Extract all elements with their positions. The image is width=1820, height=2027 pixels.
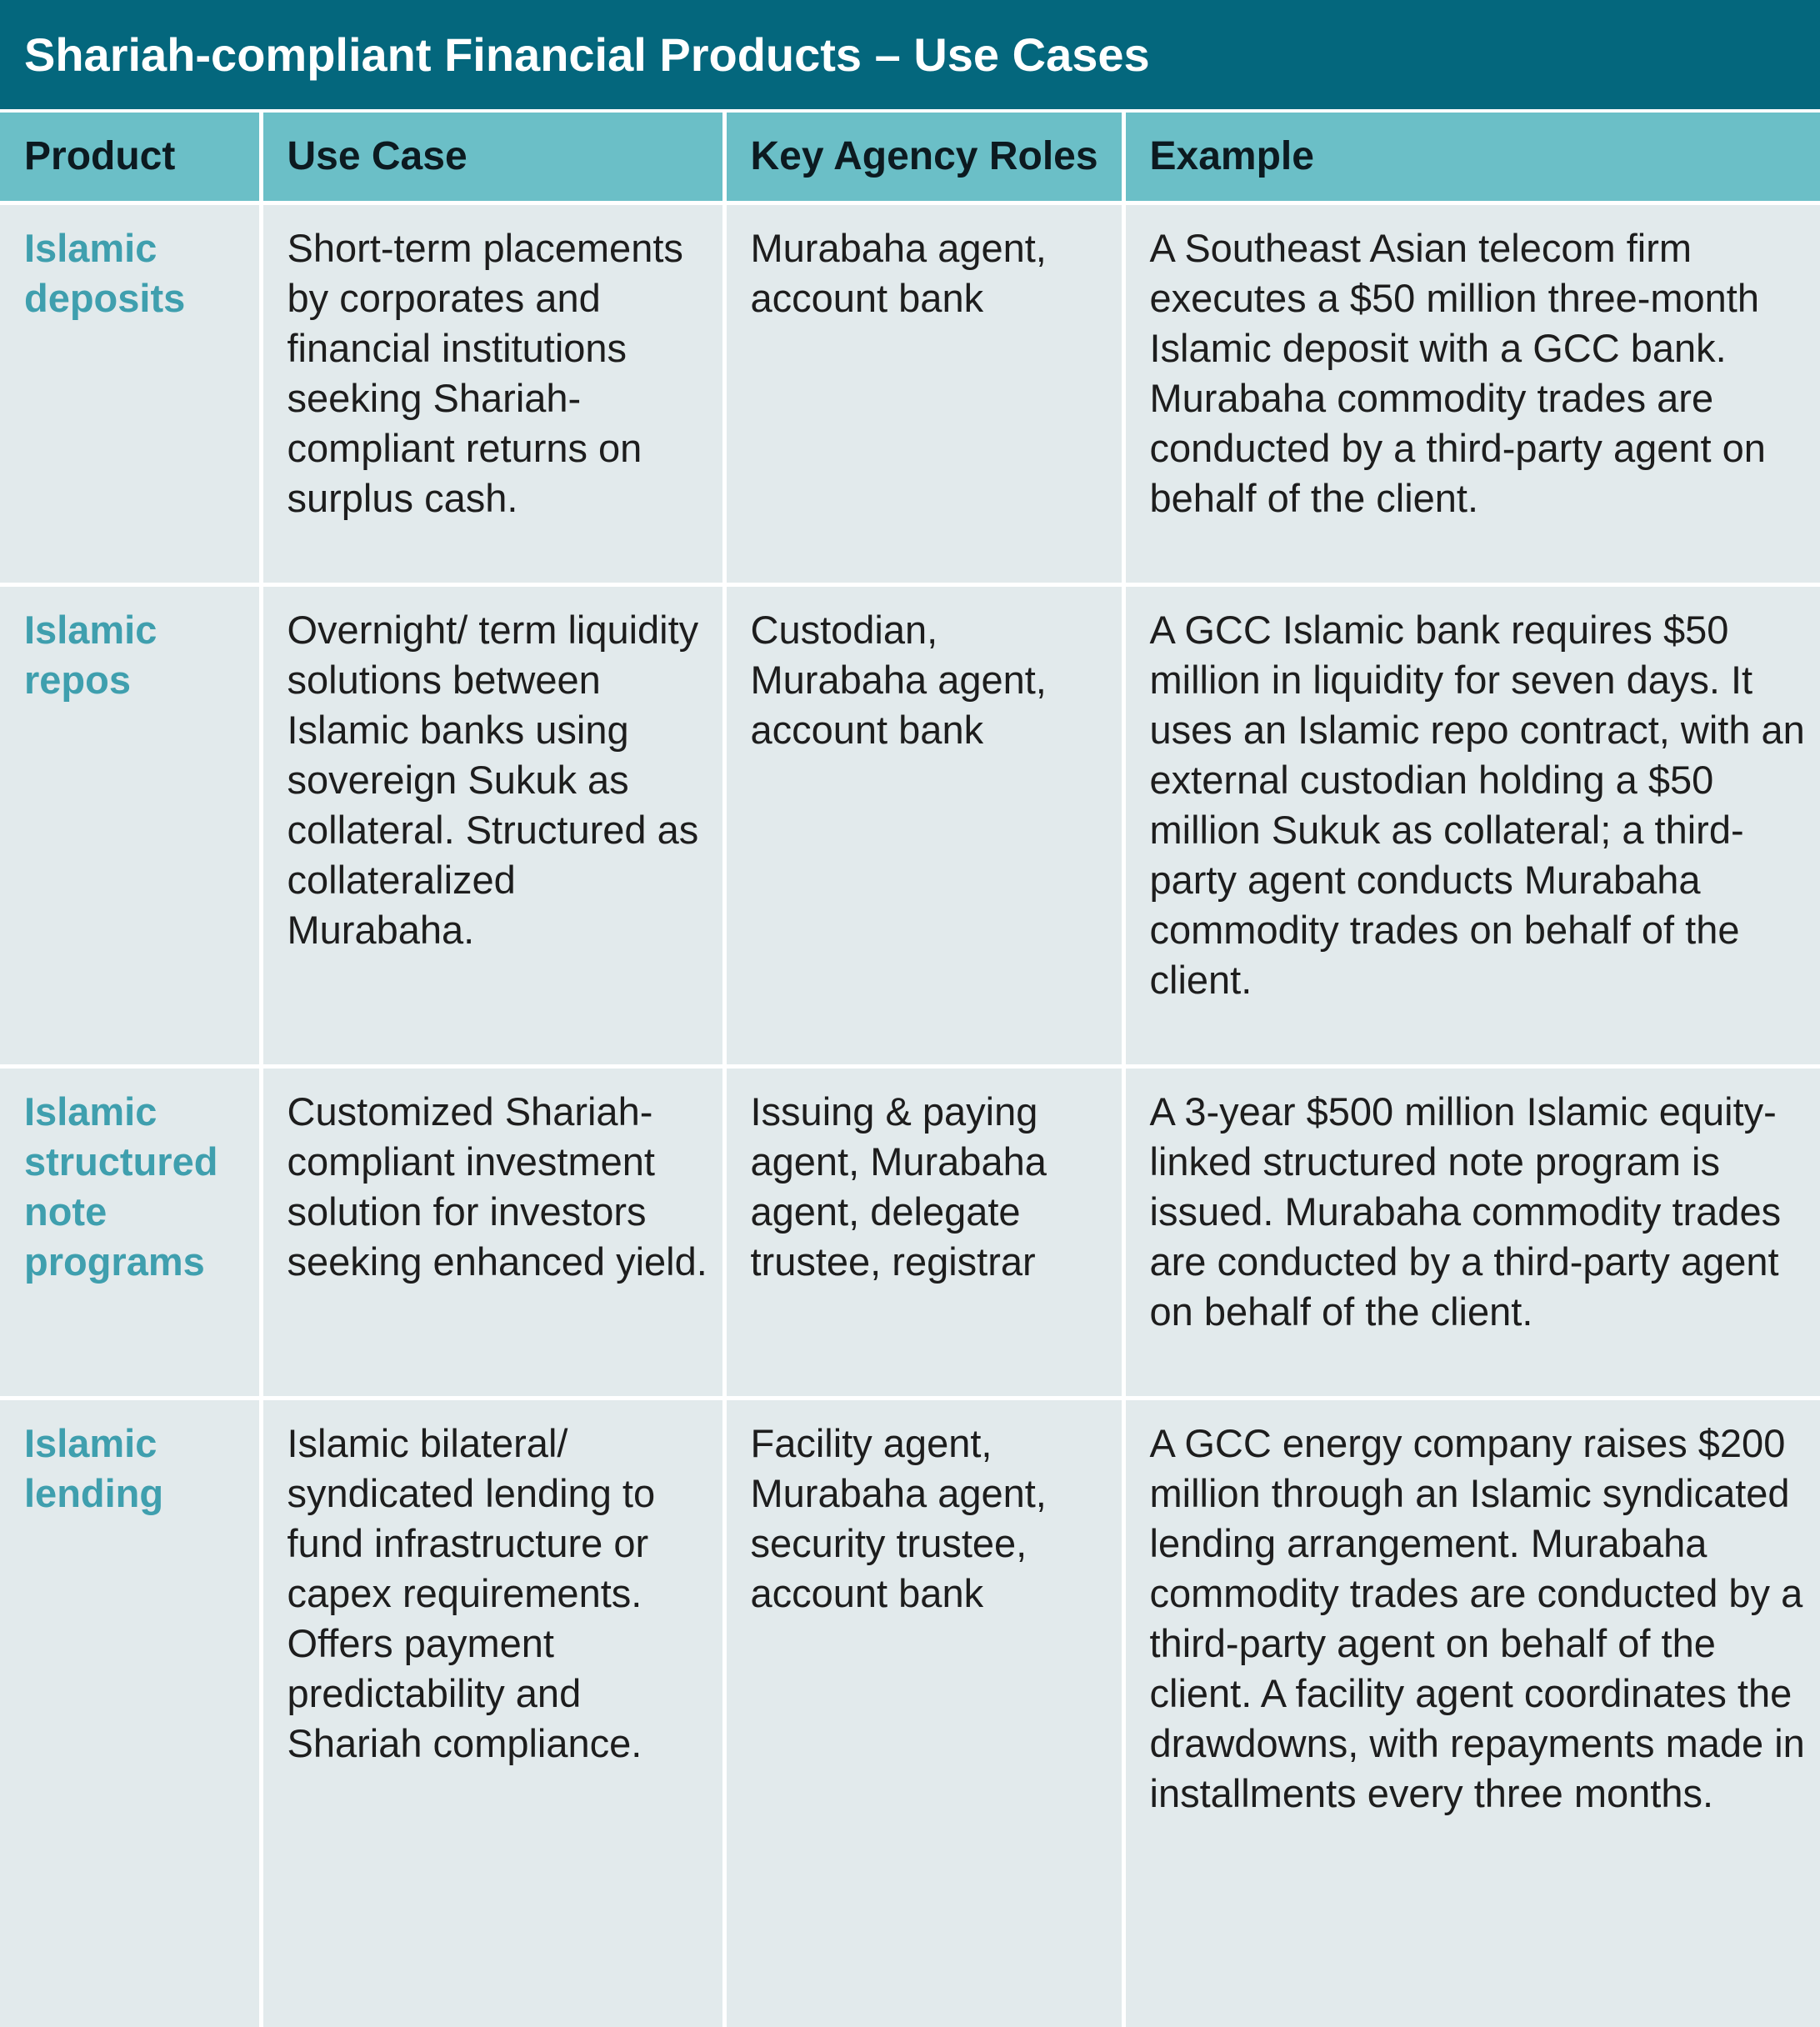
example-cell: A GCC energy company raises $200 million through an Islamic syndicated lending arrangement. Murabaha commodity trades are conducted by a third-party agent on behalf of the client. A facility agent coordinates the drawdowns, with repayments made in installments every three months. bbox=[1123, 1398, 1820, 2027]
example-cell: A 3-year $500 million Islamic equity-linked structured note program is issued. Murabaha commodity trades are conducted by a third-party agent on behalf of the client. bbox=[1123, 1066, 1820, 1398]
product-cell: Islamic structured note programs bbox=[0, 1066, 261, 1398]
use-case-cell: Short-term placements by corporates and financial institutions seeking Shariah-compliant returns on surplus cash. bbox=[261, 203, 724, 584]
roles-cell: Issuing & paying agent, Murabaha agent, delegate trustee, registrar bbox=[724, 1066, 1123, 1398]
product-cell: Islamic lending bbox=[0, 1398, 261, 2027]
table-row bbox=[0, 203, 1820, 584]
table-title: Shariah-compliant Financial Products – Use Cases bbox=[0, 0, 1820, 109]
use-case-cell: Overnight/ term liquidity solutions between Islamic banks using sovereign Sukuk as collateral. Structured as collateralized Murabaha. bbox=[261, 584, 724, 1066]
use-case-cell: Customized Shariah-compliant investment solution for investors seeking enhanced yield. bbox=[261, 1066, 724, 1398]
column-header-example: Example bbox=[1123, 111, 1820, 203]
roles-cell: Facility agent, Murabaha agent, security trustee, account bank bbox=[724, 1398, 1123, 2027]
product-cell: Islamic deposits bbox=[0, 203, 261, 584]
example-cell: A GCC Islamic bank requires $50 million in liquidity for seven days. It uses an Islamic repo contract, with an external custodian holding a $50 million Sukuk as collateral; a third-party agent conducts Murabaha commodity trades on behalf of the client. bbox=[1123, 584, 1820, 1066]
column-header-product: Product bbox=[0, 111, 261, 203]
column-header-key-agency-roles: Key Agency Roles bbox=[724, 111, 1123, 203]
example-cell: A Southeast Asian telecom firm executes a $50 million three-month Islamic deposit with a GCC bank. Murabaha commodity trades are conducted by a third-party agent on behalf of the client. bbox=[1123, 203, 1820, 584]
header-row bbox=[0, 111, 1820, 203]
table-row bbox=[0, 1066, 1820, 1398]
product-cell: Islamic repos bbox=[0, 584, 261, 1066]
column-header-use-case: Use Case bbox=[261, 111, 724, 203]
use-case-cell: Islamic bilateral/ syndicated lending to fund infrastructure or capex requirements. Offers payment predictability and Shariah compliance. bbox=[261, 1398, 724, 2027]
roles-cell: Murabaha agent, account bank bbox=[724, 203, 1123, 584]
table-row bbox=[0, 584, 1820, 1066]
use-cases-table bbox=[0, 109, 1820, 2027]
table-row bbox=[0, 1398, 1820, 2027]
roles-cell: Custodian, Murabaha agent, account bank bbox=[724, 584, 1123, 1066]
